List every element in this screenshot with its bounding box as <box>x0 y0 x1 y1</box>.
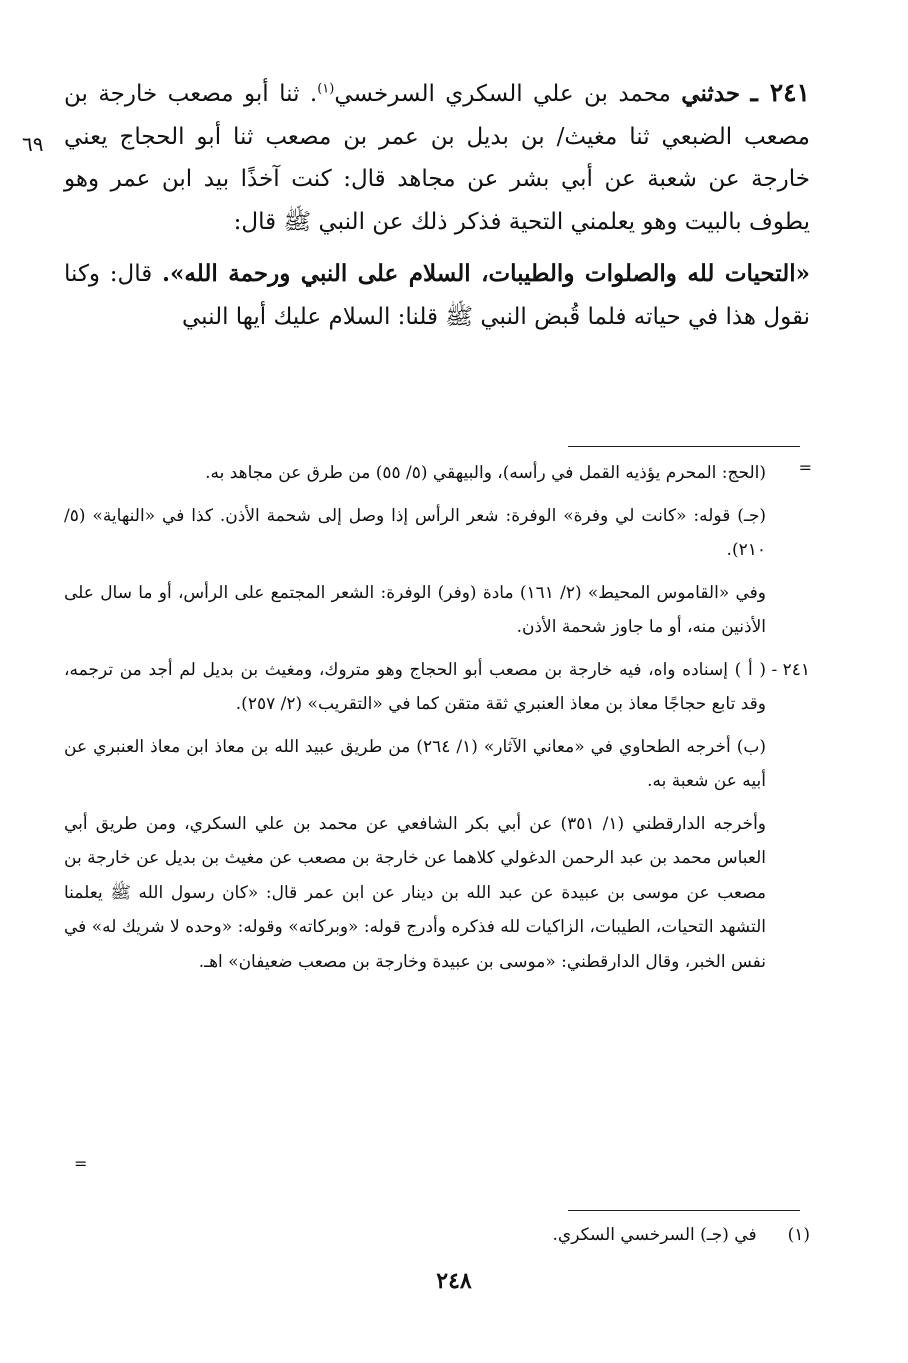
note-paragraph: (ب) أخرجه الطحاوي في «معاني الآثار» (١/ ٢٦٤) من طريق عبيد الله بن معاذ ابن معاذ العنبري عن أبيه عن شعبة به. <box>64 736 766 791</box>
narrator-chain: . ثنا أبو مصعب خارجة بن مصعب الضبعي ثنا مغيث/ بن بديل بن عمر بن مصعب ثنا أبو الحجاج يعني خارجة عن شعبة عن أبي بشر عن مجاهد قال: كنت آخذًا بيد ابن عمر وهو يطوف بالبيت وهو يعلمني التحية فذكر ذلك عن النبي ﷺ قال: <box>64 81 810 235</box>
footnote <box>552 1220 810 1250</box>
note-item-number: ٢٤١ - <box>771 659 810 680</box>
opening-word: حدثني <box>681 80 741 107</box>
note-paragraph: وأخرجه الدارقطني (١/ ٣٥١) عن أبي بكر الشافعي عن محمد بن علي السكري، ومن طريق أبي العباس محمد بن عبد الرحمن الدغولي كلاهما عن خارجة بن مصعب عن مغيث بن بديل عن خارجة بن مصعب عن موسى بن عبيدة عن عبد الله بن دينار عن ابن عمر قال: «كان رسول الله ﷺ يعلمنا التشهد التحيات، الطيبات، الزاكيات لله فذكره وأدرج قوله: «وبركاته» وقوله: «وحده لا شريك له» في نفس الخبر، وقال الدارقطني: «موسى بن عبيدة وخارجة بن مصعب ضعيفان» اهـ. <box>64 813 766 972</box>
main-text <box>64 72 810 338</box>
page-number: ٢٤٨ <box>436 1268 472 1294</box>
notes-divider <box>568 446 800 447</box>
quote-paragraph <box>64 253 810 338</box>
quote-continuation: قال: وكنا نقول هذا في حياته فلما قُبض النبي ﷺ قلنا: السلام عليك أيها النبي <box>64 261 810 330</box>
footnote-divider <box>568 1210 800 1211</box>
margin-page-marker: ٦٩ <box>22 132 44 156</box>
footnote-text: في (جـ) السرخسي السكري. <box>552 1225 757 1245</box>
note-item <box>64 653 810 722</box>
tashahhud-quote: «التحيات لله والصلوات والطيبات، السلام على النبي ورحمة الله». <box>162 260 810 287</box>
hadith-paragraph <box>64 72 810 243</box>
end-continuation-mark: = <box>74 1154 88 1173</box>
footnote-reference: (١) <box>317 81 335 97</box>
hadith-number: ٢٤١ ـ <box>750 78 810 107</box>
commentary-notes <box>64 456 810 979</box>
note-paragraph: (جـ) قوله: «كانت لي وفرة» الوفرة: شعر الرأس إذا وصل إلى شحمة الأذن. كذا في «النهاية» (٥/ ٢١٠). <box>64 505 766 560</box>
continuation-mark: = <box>798 458 812 477</box>
footnote-number: (١) <box>787 1225 810 1245</box>
note-paragraph: ( أ ) إسناده واه، فيه خارجة بن مصعب أبو الحجاج وهو متروك، ومغيث بن بديل لم أجد من ترجمه، وقد تابع حجاجًا معاذ بن معاذ العنبري ثقة متقن كما في «التقريب» (٢/ ٢٥٧). <box>64 659 766 714</box>
narrator-chain-start: محمد بن علي السكري السرخسي <box>334 81 671 107</box>
note-paragraph: (الحج: المحرم يؤذيه القمل في رأسه)، والبيهقي (٥/ ٥٥) من طرق عن مجاهد به. <box>205 463 766 483</box>
note-paragraph: وفي «القاموس المحيط» (٢/ ١٦١) مادة (وفر) الوفرة: الشعر المجتمع على الرأس، أو ما سال على الأذنين منه، أو ما جاوز شحمة الأذن. <box>64 582 766 637</box>
